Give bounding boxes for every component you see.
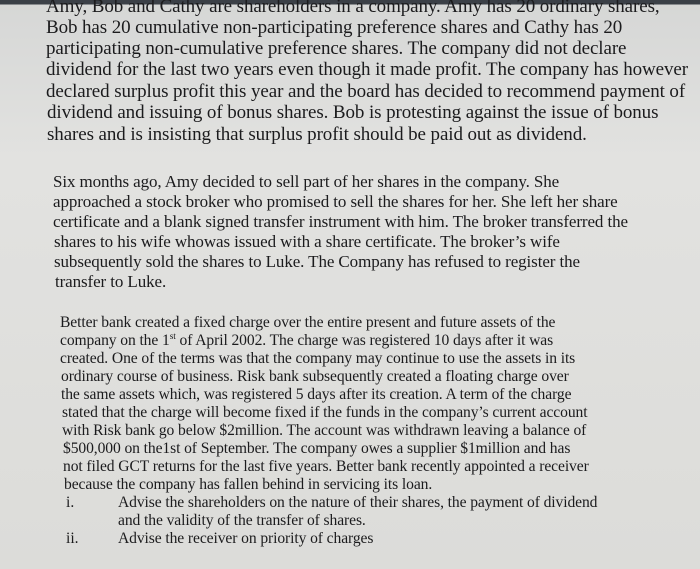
text-line: participating non-cumulative preference shares. The company did not declare — [46, 38, 627, 59]
text-line: subsequently sold the shares to Luke. The Company has refused to register the — [54, 252, 580, 271]
text-line: dividend for the last two years even though it made profit. The company has however — [46, 59, 688, 80]
text-line: because the company has fallen behind in servicing its loan. — [64, 476, 433, 493]
text-line: not filed GCT returns for the last five years. Better bank recently appointed a receiver — [63, 458, 589, 475]
text-line: Bob has 20 cumulative non-participating preference shares and Cathy has 20 — [46, 17, 623, 38]
text-line: Six months ago, Amy decided to sell part of her shares in the company. She — [53, 172, 560, 191]
text-line: Better bank created a fixed charge over the entire present and future assets of the — [60, 314, 556, 331]
text-line: with Risk bank go below $2million. The account was withdrawn leaving a balance of — [62, 422, 587, 439]
question-number: i. — [66, 494, 75, 511]
text-line: $500,000 on the1st of September. The company owes a supplier $1million and has — [63, 440, 571, 457]
text-line: dividend and issuing of bonus shares. Bob is protesting against the issue of bonus — [47, 102, 659, 123]
text-line: created. One of the terms was that the company may continue to use the assets in its — [60, 350, 576, 367]
question-text: Advise the receiver on priority of charges — [118, 530, 374, 547]
text-line: transfer to Luke. — [55, 272, 167, 291]
question-text: and the validity of the transfer of shares. — [118, 512, 366, 529]
text-line: shares and is insisting that surplus profit should be paid out as dividend. — [47, 124, 587, 145]
question-number: ii. — [66, 530, 79, 547]
text-line: company on the 1st of April 2002. The charge was registered 10 days after it was — [60, 331, 554, 349]
text-line: stated that the charge will become fixed if the funds in the company’s current account — [62, 404, 588, 421]
question-text: Advise the shareholders on the nature of their shares, the payment of dividend — [118, 494, 598, 511]
text-line: approached a stock broker who promised to sell the shares for her. She left her share — [53, 192, 618, 211]
text-line: the same assets which, was registered 5 days after its creation. A term of the charge — [61, 386, 572, 403]
text-line: declared surplus profit this year and the board has decided to recommend payment of — [46, 81, 686, 102]
text-line: Amy, Bob and Cathy are shareholders in a company. Amy has 20 ordinary shares, — [46, 0, 660, 17]
text-line: certificate and a blank signed transfer instrument with him. The broker transferred the — [53, 212, 628, 231]
text-line: ordinary course of business. Risk bank subsequently created a floating charge over — [61, 368, 569, 385]
text-line: shares to his wife whowas issued with a share certificate. The broker’s wife — [54, 232, 560, 251]
